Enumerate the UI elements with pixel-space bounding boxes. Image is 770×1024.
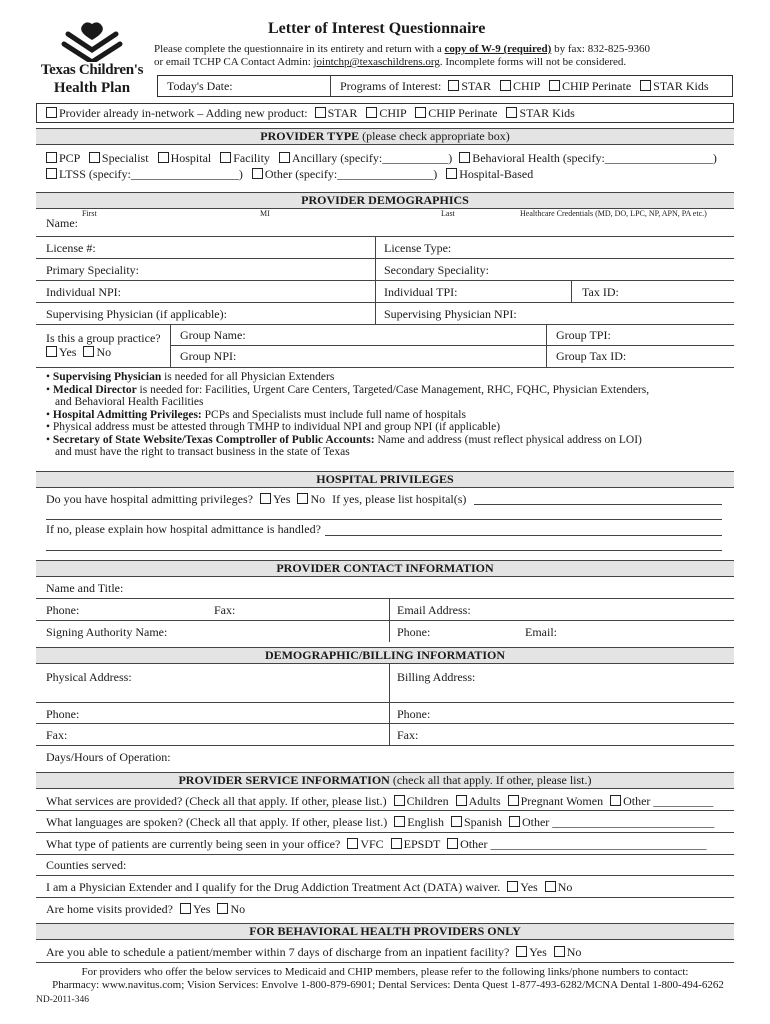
bullet-item: and must have the right to transact business in the state of Texas (55, 446, 350, 458)
services-question: What services are provided? (Check all that apply. If other, please list.) Children Adults Pregnant Women Other __________ (46, 794, 714, 808)
logo-line1: Texas Children's (40, 62, 144, 78)
hospital-list-line-2[interactable] (46, 519, 722, 520)
in-network-star-kids-checkbox[interactable] (506, 107, 517, 118)
page-title: Letter of Interest Questionnaire (268, 20, 486, 37)
program-star-kids-checkbox[interactable] (640, 80, 651, 91)
bullet-item: and Behavioral Health Facilities (55, 396, 204, 408)
heart-hands-icon (30, 20, 154, 62)
home-visits-yes-checkbox[interactable] (180, 903, 191, 914)
behavioral-health-checkbox[interactable] (459, 152, 470, 163)
facility-checkbox[interactable] (220, 152, 231, 163)
pregnant-women-checkbox[interactable] (508, 795, 519, 806)
patients-question: What type of patients are currently being seen in your office? VFC EPSDT Other ____________________________________ (46, 837, 707, 851)
group-npi-field[interactable]: Group NPI: (180, 349, 237, 363)
admittance-question: If no, please explain how hospital admittance is handled? (46, 522, 321, 536)
last-name-caption: Last (441, 209, 455, 218)
behavioral-heading: FOR BEHAVIORAL HEALTH PROVIDERS ONLY (36, 923, 734, 940)
data-waiver-question: I am a Physician Extender and I qualify for the Drug Addiction Treatment Act (DATA) waiver. Yes No (46, 880, 573, 894)
english-checkbox[interactable] (394, 816, 405, 827)
license-number-field[interactable]: License #: (46, 241, 96, 255)
physical-address-field[interactable]: Physical Address: (46, 670, 132, 684)
supervising-physician-field[interactable]: Supervising Physician (if applicable): (46, 307, 227, 321)
physical-fax-field[interactable]: Fax: (46, 728, 68, 742)
hospital-list-line[interactable] (474, 504, 722, 505)
ltss-checkbox[interactable] (46, 168, 57, 179)
instructions-line2: or email TCHP CA Contact Admin: jointchp@texaschildrens.org. Incomplete forms will not be considered. (154, 56, 627, 68)
bullet-item: • Medical Director is needed for: Facilities, Urgent Care Centers, Targeted/Case Management, RHC, FQHC, Physician Extenders, (46, 383, 650, 396)
contact-heading: PROVIDER CONTACT INFORMATION (36, 560, 734, 577)
data-waiver-no-checkbox[interactable] (545, 881, 556, 892)
hospital-checkbox[interactable] (158, 152, 169, 163)
discharge-no-checkbox[interactable] (554, 946, 565, 957)
languages-question: What languages are spoken? (Check all that apply. If other, please list.) English Spanish Other ___________________________ (46, 815, 715, 829)
signing-authority-field[interactable]: Signing Authority Name: (46, 625, 168, 639)
mi-caption: MI (260, 209, 270, 218)
form-code: ND-2011-346 (36, 995, 89, 1005)
privileges-no-checkbox[interactable] (297, 493, 308, 504)
requirements-list (46, 371, 736, 459)
hospital-privileges-heading: HOSPITAL PRIVILEGES (36, 471, 734, 488)
other-type-checkbox[interactable] (252, 168, 263, 179)
license-type-field[interactable]: License Type: (384, 241, 452, 255)
in-network-star-checkbox[interactable] (315, 107, 326, 118)
in-network-row: Provider already in-network – Adding new product: STAR CHIP CHIP Perinate STAR Kids (46, 106, 575, 121)
credentials-caption: Healthcare Credentials (MD, DO, LPC, NP, APN, PA etc.) (520, 209, 707, 218)
home-visits-question: Are home visits provided? Yes No (46, 902, 246, 916)
admittance-line[interactable] (325, 535, 722, 536)
group-practice-options: Yes No (46, 345, 111, 360)
contact-fax-field[interactable]: Fax: (214, 603, 236, 617)
bullet-item: • Secretary of State Website/Texas Comptroller of Public Accounts: Name and address (must reflect physical address on LOI) (46, 433, 642, 446)
signing-phone-field[interactable]: Phone: (397, 625, 431, 639)
secondary-speciality-field[interactable]: Secondary Speciality: (384, 263, 489, 277)
bullet-item: • Physical address must be attested through TMHP to individual NPI and group NPI (if applicable) (46, 421, 501, 433)
signing-email-field[interactable]: Email: (525, 625, 557, 639)
group-tax-id-field[interactable]: Group Tax ID: (556, 349, 627, 363)
bullet-item: • Supervising Physician is needed for all Physician Extenders (46, 371, 335, 383)
tax-id-field[interactable]: Tax ID: (582, 285, 619, 299)
counties-served-field[interactable]: Counties served: (46, 858, 127, 872)
ancillary-checkbox[interactable] (279, 152, 290, 163)
service-heading: PROVIDER SERVICE INFORMATION (check all that apply. If other, please list.) (36, 772, 734, 789)
children-checkbox[interactable] (394, 795, 405, 806)
contact-email-link[interactable]: jointchp@texaschildrens.org (313, 56, 440, 68)
contact-email-address-field[interactable]: Email Address: (397, 603, 471, 617)
vfc-checkbox[interactable] (347, 838, 358, 849)
group-name-field[interactable]: Group Name: (180, 328, 246, 342)
group-no-checkbox[interactable] (83, 346, 94, 357)
epsdt-checkbox[interactable] (391, 838, 402, 849)
physical-phone-field[interactable]: Phone: (46, 707, 80, 721)
discharge-yes-checkbox[interactable] (516, 946, 527, 957)
hours-of-operation-field[interactable]: Days/Hours of Operation: (46, 750, 171, 764)
services-other-checkbox[interactable] (610, 795, 621, 806)
in-network-chip-perinate-checkbox[interactable] (415, 107, 426, 118)
in-network-chip-checkbox[interactable] (366, 107, 377, 118)
adults-checkbox[interactable] (456, 795, 467, 806)
first-name-caption: First (82, 209, 97, 218)
program-chip-checkbox[interactable] (500, 80, 511, 91)
group-practice-question: Is this a group practice? (46, 331, 161, 345)
demographics-heading: PROVIDER DEMOGRAPHICS (36, 192, 734, 209)
home-visits-no-checkbox[interactable] (217, 903, 228, 914)
admittance-line-2[interactable] (46, 550, 722, 551)
billing-phone-field[interactable]: Phone: (397, 707, 431, 721)
provider-type-row2: LTSS (specify:__________________) Other (specify:________________) Hospital-Based (46, 167, 533, 182)
admitting-privileges-question: Do you have hospital admitting privileges? Yes No If yes, please list hospital(s) (46, 492, 467, 506)
hospital-based-checkbox[interactable] (446, 168, 457, 179)
provider-type-heading: PROVIDER TYPE (please check appropriate box) (36, 128, 734, 145)
supervising-npi-field[interactable]: Supervising Physician NPI: (384, 307, 517, 321)
footer-note: For providers who offer the below services to Medicaid and CHIP members, please refer to the following links/phone numbers to contact: (81, 966, 689, 978)
specialist-checkbox[interactable] (89, 152, 100, 163)
program-star-checkbox[interactable] (448, 80, 459, 91)
discharge-question: Are you able to schedule a patient/member within 7 days of discharge from an inpatient facility? Yes No (46, 945, 582, 959)
in-network-checkbox[interactable] (46, 107, 57, 118)
provider-type-row1: PCP Specialist Hospital Facility Ancillary (specify:___________) Behavioral Health (specify:__________________) (46, 151, 717, 166)
footer-contacts: Pharmacy: www.navitus.com; Vision Services: Envolve 1-800-879-6901; Dental Services: Denta Quest 1-877-493-6282/MCNA Dental 1-800-494-6262 (52, 979, 724, 991)
logo-line2: Health Plan (53, 80, 131, 96)
patients-other-checkbox[interactable] (447, 838, 458, 849)
data-waiver-yes-checkbox[interactable] (507, 881, 518, 892)
name-field[interactable]: Name: (46, 216, 78, 230)
individual-npi-field[interactable]: Individual NPI: (46, 285, 121, 299)
billing-fax-field[interactable]: Fax: (397, 728, 419, 742)
primary-speciality-field[interactable]: Primary Speciality: (46, 263, 139, 277)
individual-tpi-field[interactable]: Individual TPI: (384, 285, 458, 299)
name-title-field[interactable]: Name and Title: (46, 581, 124, 595)
bullet-item: • Hospital Admitting Privileges: PCPs and Specialists must include full name of hospitals (46, 408, 466, 421)
instructions-line1: Please complete the questionnaire in its entirety and return with a copy of W-9 (required) by fax: 832-825-9360 (154, 43, 651, 55)
program-chip-perinate-checkbox[interactable] (549, 80, 560, 91)
billing-address-field[interactable]: Billing Address: (397, 670, 476, 684)
group-tpi-field[interactable]: Group TPI: (556, 328, 611, 342)
pcp-checkbox[interactable] (46, 152, 57, 163)
contact-phone-field[interactable]: Phone: (46, 603, 80, 617)
billing-heading: DEMOGRAPHIC/BILLING INFORMATION (36, 647, 734, 664)
privileges-yes-checkbox[interactable] (260, 493, 271, 504)
group-yes-checkbox[interactable] (46, 346, 57, 357)
programs-of-interest: Programs of Interest: STAR CHIP CHIP Perinate STAR Kids (340, 79, 709, 93)
spanish-checkbox[interactable] (451, 816, 462, 827)
languages-other-checkbox[interactable] (509, 816, 520, 827)
logo (30, 20, 154, 100)
todays-date-field[interactable]: Today's Date: (167, 79, 233, 93)
